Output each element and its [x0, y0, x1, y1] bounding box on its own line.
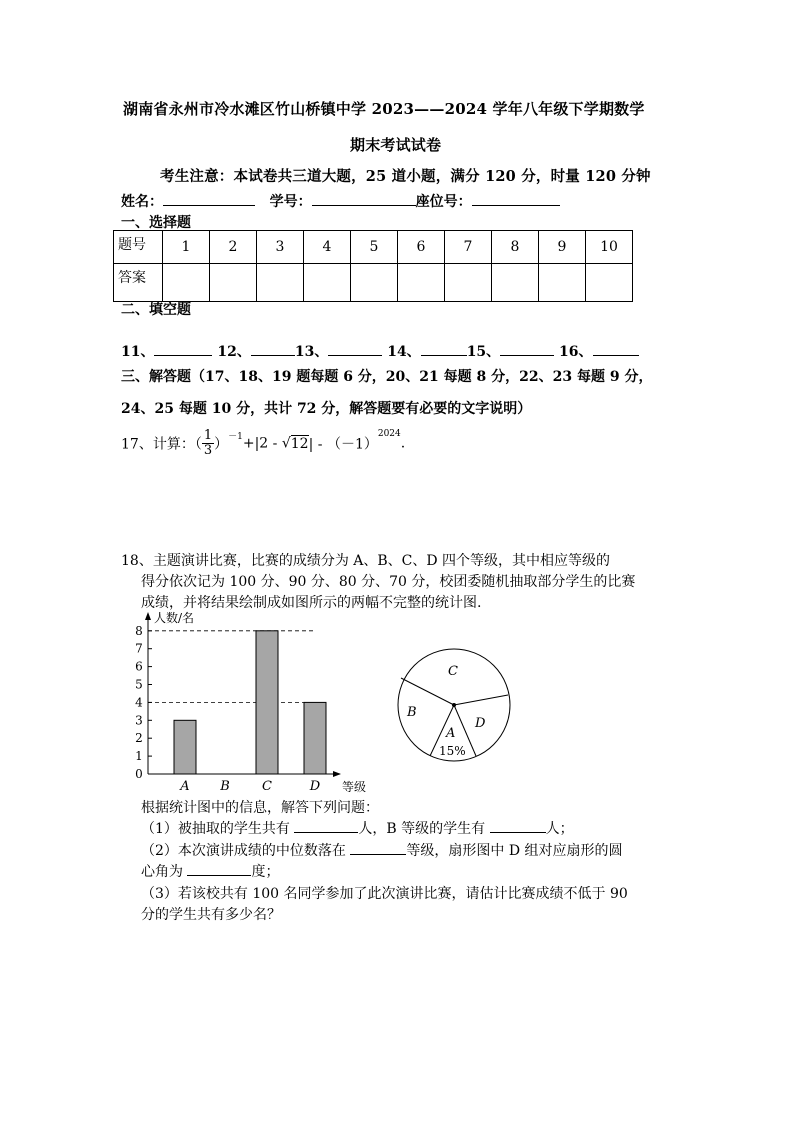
q18-sub1-text-b: 人，B 等级的学生有: [358, 821, 486, 837]
fill-blank-field[interactable]: [421, 341, 467, 356]
fraction: [202, 429, 214, 458]
q18-sub2-text-b: 等级，扇形图中 D 组对应扇形的圆: [406, 843, 623, 859]
fill-blank-field[interactable]: [251, 341, 295, 356]
fill-label: 16、: [559, 344, 593, 360]
grade-b-count-field[interactable]: [490, 818, 546, 833]
q18-sub2-text: （2）本次演讲成绩的中位数落在: [141, 843, 346, 859]
name-label: 姓名：: [121, 194, 163, 210]
x-tick-label: C: [262, 779, 272, 794]
q18-sub1-text-c: 人；: [545, 821, 574, 837]
question-number: 4: [304, 231, 351, 264]
q18-sub3-cont: 分的学生共有多少名？: [141, 907, 281, 923]
fill-label: 13、: [294, 344, 329, 360]
question-number: 7: [445, 231, 492, 264]
y-tick-label: 3: [135, 713, 143, 728]
fill-label: 11、: [121, 344, 155, 360]
bar-chart: [128, 608, 378, 796]
fill-label: 14、: [387, 344, 421, 360]
q17-prefix: 17、计算：（: [121, 436, 202, 453]
fill-blank-field[interactable]: [328, 341, 382, 356]
q17-exponent: －1: [228, 432, 243, 442]
sqrt-symbol: √: [281, 435, 291, 452]
name-field[interactable]: [163, 191, 255, 206]
question-number: 3: [257, 231, 304, 264]
pie-label-d: D: [475, 716, 486, 731]
x-tick-label: B: [220, 779, 230, 794]
bar-c: [256, 631, 278, 774]
answer-cell[interactable]: [351, 264, 398, 302]
q18-line2: 得分依次记为 100 分、90 分、80 分、70 分，校团委随机抽取部分学生的比赛: [141, 574, 636, 590]
question-number-header: 题号: [114, 231, 163, 264]
fraction-numerator: 1: [203, 428, 213, 443]
section-choice-heading: 一、选择题: [121, 215, 191, 231]
question-number: 9: [539, 231, 586, 264]
fraction-denominator: 3: [203, 443, 213, 458]
pie-divider: [454, 695, 508, 705]
answer-cell[interactable]: [304, 264, 351, 302]
bar-a: [174, 720, 196, 774]
y-tick-label: 0: [135, 767, 143, 781]
q18-sub2: [141, 840, 623, 860]
exam-title-line2: 期末考试试卷: [350, 136, 442, 154]
pie-label-b: B: [407, 705, 417, 720]
question-17: [121, 429, 405, 463]
q18-sub2-text-d: 度；: [251, 864, 280, 880]
q18-line1: 18、主题演讲比赛，比赛的成绩分为 A、B、C、D 四个等级，其中相应等级的: [121, 553, 611, 569]
y-tick-label: 2: [135, 731, 143, 746]
question-number: 5: [351, 231, 398, 264]
q17-end: .: [400, 435, 406, 452]
angle-d-field[interactable]: [187, 861, 251, 876]
q17-mid: +|2 -: [242, 435, 282, 452]
exam-title-line1: 湖南省永州市冷水滩区竹山桥镇中学 2023——2024 学年八年级下学期数学: [123, 100, 645, 118]
y-tick-label: 8: [135, 623, 143, 638]
q17-tail: | - （－1）: [308, 436, 378, 453]
y-tick-label: 7: [135, 641, 143, 656]
question-number: 2: [210, 231, 257, 264]
q18-line3: 成绩，并将结果绘制成如图所示的两幅不完整的统计图.: [141, 595, 482, 611]
answer-cell[interactable]: [586, 264, 633, 302]
table-row: [114, 231, 633, 264]
answer-cell[interactable]: [210, 264, 257, 302]
question-number: 10: [586, 231, 633, 264]
seat-field[interactable]: [472, 191, 560, 206]
q18-sub3: （3）若该校共有 100 名同学参加了此次演讲比赛，请估计比赛成绩不低于 90: [141, 886, 628, 902]
question-number: 6: [398, 231, 445, 264]
sqrt-argument: 12: [290, 435, 309, 452]
fill-label: 15、: [466, 344, 501, 360]
pie-divider: [401, 678, 454, 705]
answer-cell[interactable]: [539, 264, 586, 302]
q18-sub2-text-c: 心角为: [141, 864, 183, 880]
seat-label: 座位号：: [415, 194, 472, 210]
pie-label-a: A: [446, 726, 456, 741]
pie-center: [452, 703, 456, 707]
student-id-label: 学号：: [269, 194, 312, 210]
pie-label-c: C: [448, 664, 458, 679]
table-row: [114, 264, 633, 302]
fill-blank-field[interactable]: [593, 341, 639, 356]
fill-label: 12、: [217, 344, 251, 360]
q18-sub1: [141, 818, 574, 838]
y-tick-label: 6: [135, 659, 143, 674]
exam-notice: 考生注意：本试卷共三道大题，25 道小题，满分 120 分，时量 120 分钟: [160, 168, 651, 185]
bar-d: [304, 702, 326, 774]
y-axis-label: 人数/名: [154, 611, 195, 625]
answer-cell[interactable]: [163, 264, 210, 302]
median-grade-field[interactable]: [350, 840, 406, 855]
answer-cell[interactable]: [398, 264, 445, 302]
x-tick-label: D: [309, 779, 321, 794]
q18-sub1-text: （1）被抽取的学生共有: [141, 821, 290, 837]
x-axis-arrow: [333, 771, 341, 777]
pie-label-a-percent: 15%: [439, 744, 466, 758]
y-tick-label: 4: [135, 695, 143, 710]
total-students-field[interactable]: [294, 818, 358, 833]
answer-cell[interactable]: [257, 264, 304, 302]
question-number: 8: [492, 231, 539, 264]
answer-cell[interactable]: [445, 264, 492, 302]
answer-cell[interactable]: [492, 264, 539, 302]
answer-header: 答案: [114, 264, 163, 302]
y-axis-arrow: [145, 612, 151, 620]
pie-chart: [388, 640, 520, 766]
student-info-row: [121, 191, 560, 211]
fill-blank-field[interactable]: [500, 341, 554, 356]
fill-blank-row: [121, 341, 639, 361]
y-tick-label: 5: [135, 677, 143, 692]
q17-close-paren: ）: [214, 436, 229, 453]
q18-instruction: 根据统计图中的信息，解答下列问题：: [141, 800, 379, 816]
q18-sub2-cont: [141, 861, 279, 881]
student-id-field[interactable]: [312, 191, 416, 206]
y-tick-label: 1: [135, 749, 143, 764]
q17-exponent-2024: 2024: [377, 429, 401, 439]
fill-blank-field[interactable]: [154, 341, 212, 356]
section-fill-heading: 二、填空题: [121, 302, 191, 318]
answer-table: [113, 230, 633, 302]
section-solve-note: 24、25 每题 10 分，共计 72 分，解答题要有必要的文字说明）: [121, 401, 532, 417]
x-tick-label: A: [180, 779, 190, 794]
question-number: 1: [163, 231, 210, 264]
section-solve-heading: 三、解答题（17、18、19 题每题 6 分，20、21 每题 8 分，22、23 每题 9 分，: [121, 369, 653, 385]
x-axis-label: 等级: [342, 780, 367, 794]
